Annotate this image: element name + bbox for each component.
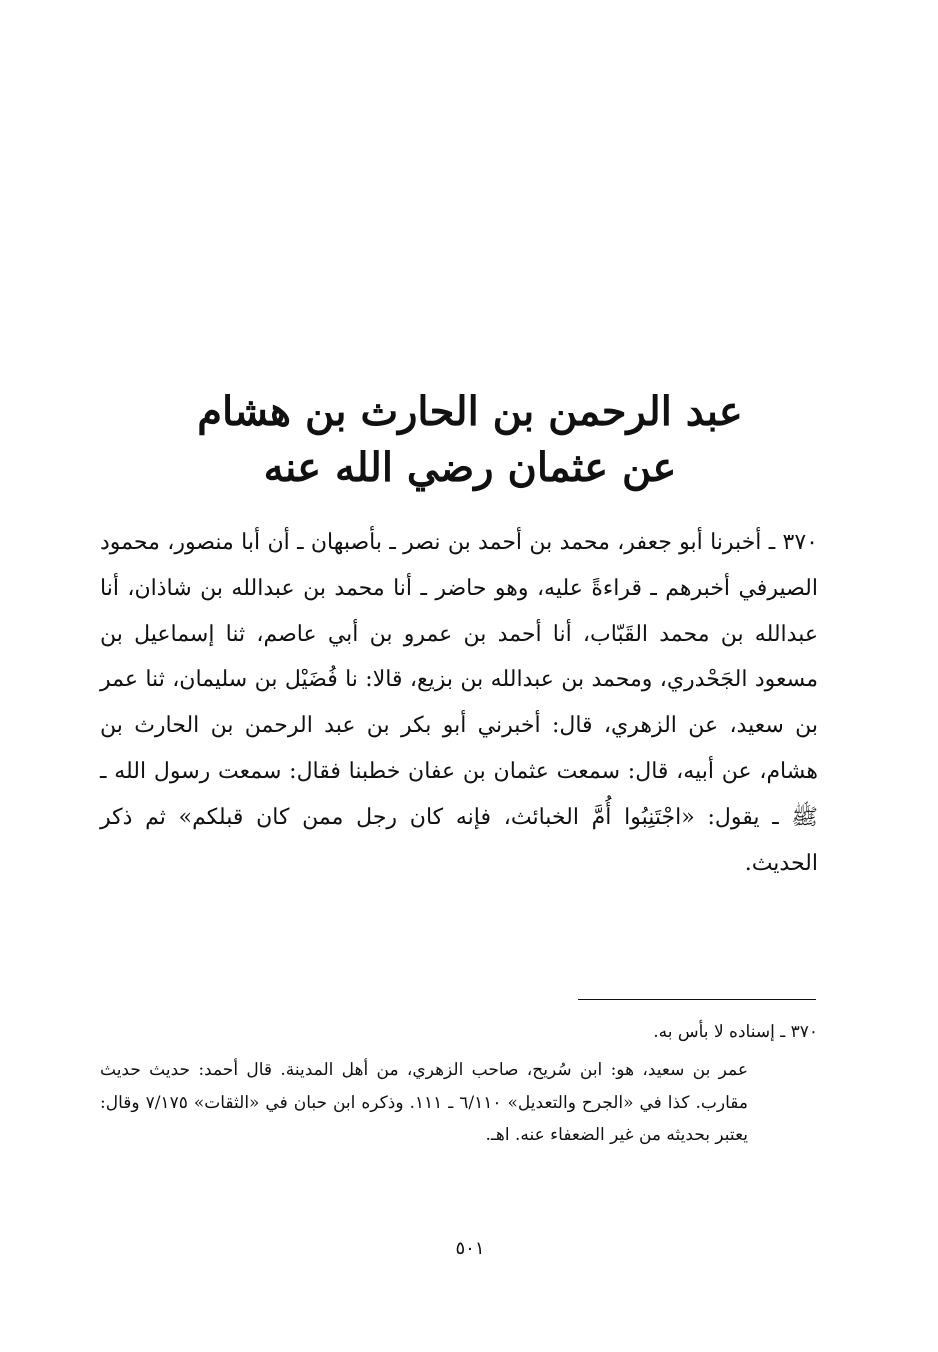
chapter-title-line-1: عبد الرحمن بن الحارث بن هشام bbox=[197, 388, 743, 435]
footnote-divider bbox=[578, 999, 816, 1000]
page-number: ٥٠١ bbox=[455, 1238, 485, 1259]
chapter-title-line-2: عن عثمان رضي الله عنه bbox=[263, 444, 677, 491]
hadith-text: ٣٧٠ ـ أخبرنا أبو جعفر، محمد بن أحمد بن نصر ـ بأصبهان ـ أن أبا منصور، محمود الصيرفي أخبرهم ـ قراءةً عليه، وهو حاضر ـ أنا محمد بن عبدالله بن شاذان، أنا عبدالله بن محمد القَبّاب، أنا أحمد بن عمرو بن أبي عاصم، ثنا إسماعيل بن مسعود الجَحْدري، ومحمد بن عبدالله بن بزيع، قالا: نا فُضَيْل بن سليمان، ثنا عمر بن سعيد، عن الزهري، قال: أخبرني أبو بكر بن عبد الرحمن بن الحارث بن هشام، عن أبيه، قال: سمعت عثمان بن عفان خطبنا فقال: سمعت رسول الله ـ ﷺ ـ يقول: «اجْتَنِبُوا أُمَّ الخبائث، فإنه كان رجل ممن كان قبلكم» ثم ذكر الحديث. bbox=[100, 530, 818, 876]
footnote-body: عمر بن سعيد، هو: ابن سُريح، صاحب الزهري، من أهل المدينة. قال أحمد: حديث حديث مقارب. كذا في «الجرح والتعديل» ٦/١١٠ ـ ١١١. وذكره ابن حبان في «الثقات» ٧/١٧٥ وقال: يعتبر بحديثه من غير الضعفاء عنه. اهـ. bbox=[100, 1060, 748, 1145]
footnote-lead: ٣٧٠ ـ إسناده لا بأس به. bbox=[653, 1022, 818, 1042]
